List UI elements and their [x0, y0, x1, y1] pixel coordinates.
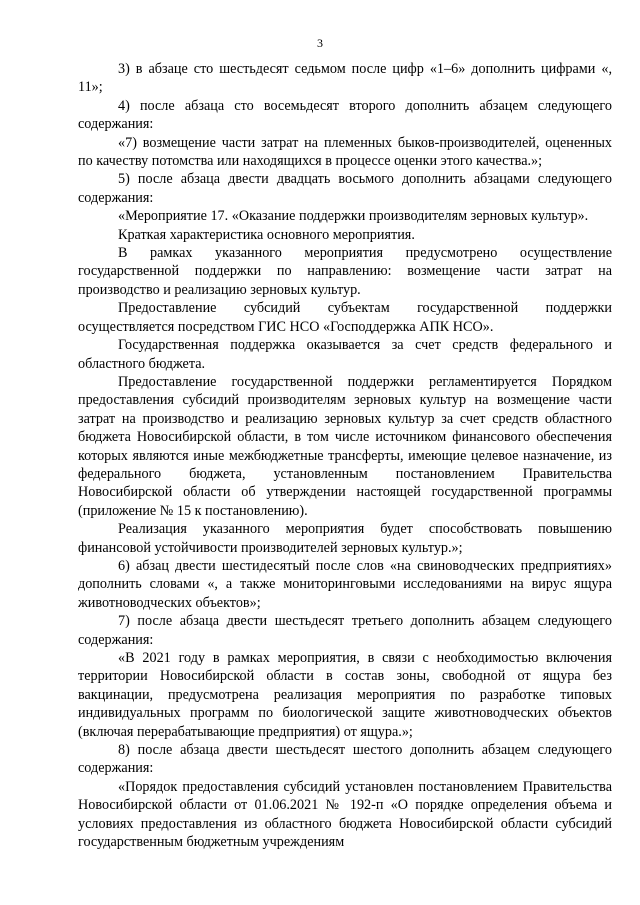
page-number: 3	[317, 36, 323, 50]
paragraph-1: 3) в абзаце сто шестьдесят седьмом после цифр «1–6» дополнить цифрами «, 11»;	[78, 61, 612, 96]
paragraph-4: 5) после абзаца двести двадцать восьмого дополнить абзацами следующего содержания:	[78, 171, 612, 206]
paragraph-7: В рамках указанного мероприятия предусмотрено осуществление государственной поддержки по направлению: возмещение части затрат на производство и реализацию зерновых культур.	[78, 245, 612, 298]
paragraph-8: Предоставление субсидий субъектам государственной поддержки осуществляется посредством ГИС НСО «Господдержка АПК НСО».	[78, 300, 612, 335]
document-body	[78, 60, 612, 851]
paragraph-12: 6) абзац двести шестидесятый после слов «на свиноводческих предприятиях» дополнить словами «, а также мониторинговыми исследованиями на вирус ящура животноводческих объектов»;	[78, 557, 612, 611]
paragraph-16: «Порядок предоставления субсидий установлен постановлением Правительства Новосибирской области от 01.06.2021 № 192-п «О порядке определения объема и условиях предоставления из областного бюджета Новосибирской области субсидий государственным бюджетным учреждениям	[78, 778, 612, 851]
paragraph-15: 8) после абзаца двести шестьдесят шестого дополнить абзацем следующего содержания:	[78, 742, 612, 777]
paragraph-11: Реализация указанного мероприятия будет способствовать повышению финансовой устойчивости производителей зерновых культур.»;	[78, 521, 612, 556]
paragraph-9: Государственная поддержка оказывается за счет средств федерального и областного бюджета.	[78, 337, 612, 372]
paragraph-6: Краткая характеристика основного мероприятия.	[118, 226, 415, 243]
paragraph-14: «В 2021 году в рамках мероприятия, в связи с необходимостью включения территории Новосибирской области в состав зоны, свободной от ящура без вакцинации, предусмотрена реализация мероприятия по разработке типовых индивидуальных программ по биологической защите животноводческих объектов (включая перерабатывающие предприятия) от ящура.»;	[78, 650, 612, 740]
paragraph-13: 7) после абзаца двести шестьдесят третьего дополнить абзацем следующего содержания:	[78, 613, 612, 648]
paragraph-10: Предоставление государственной поддержки регламентируется Порядком предоставления субсидий производителям зерновых культур на возмещение части затрат на производство и реализацию зерновых культур за счет средств областного бюджета Новосибирской области, в том числе источником финансового обеспечения которых являются иные межбюджетные трансферты, имеющие целевое назначение, из федерального бюджета, установленным постановлением Правительства Новосибирской области об утверждении настоящей государственной программы (приложение № 15 к постановлению).	[78, 373, 612, 519]
paragraph-3: «7) возмещение части затрат на племенных быков-производителей, оцененных по качеству потомства или находящихся в процессе оценки этого качества.»;	[78, 134, 612, 170]
paragraph-2: 4) после абзаца сто восемьдесят второго дополнить абзацем следующего содержания:	[78, 97, 612, 133]
paragraph-5: «Мероприятие 17. «Оказание поддержки производителям зерновых культур».	[118, 208, 589, 225]
